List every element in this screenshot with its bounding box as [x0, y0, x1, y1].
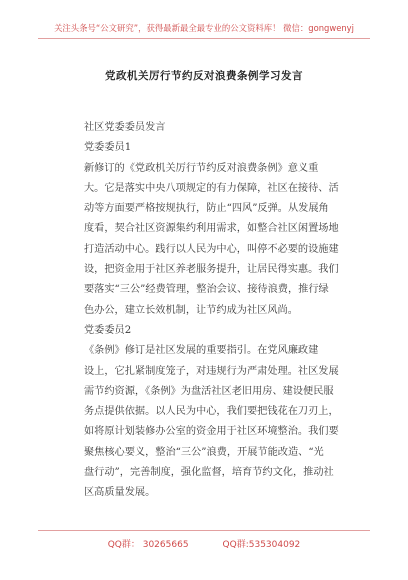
paragraph-line: 要落实“三公”经费管理，整治会议、接待浪费，推行绿 — [84, 284, 329, 296]
header-divider — [38, 38, 370, 39]
paragraph-line: 盘行动”，完善制度，强化监督，培育节约文化，推动社 — [84, 467, 334, 479]
paragraph-line: 需节约资源，《条例》为盘活社区老旧用房、建设便民服 — [84, 385, 334, 397]
speaker-1-label: 党委委员1 — [84, 142, 132, 154]
document-body — [84, 118, 340, 504]
section-heading: 社区党委委员发言 — [84, 122, 166, 133]
paragraph-line: 度看，契合社区资源集约利用需求，如整合社区闲置场地 — [84, 223, 339, 235]
speaker-2-label: 党委委员2 — [84, 324, 132, 336]
paragraph-line: 动等方面要严格按规执行，防止“四风”反弹。从发展角 — [84, 203, 329, 215]
paragraph-line: 聚焦核心要义，整治“三公”浪费，开展节能改造、“光 — [84, 446, 324, 458]
footer — [0, 537, 408, 550]
paragraph-line: 设上，它扎紧制度笼子，对违规行为严肃处理。社区发展 — [84, 365, 339, 377]
paragraph-line: 务点提供依据。以人民为中心，我们要把钱花在刀刃上， — [84, 406, 339, 418]
document-title: 党政机关厉行节约反对浪费条例学习发言 — [105, 70, 303, 82]
paragraph-1 — [84, 159, 340, 321]
footer-qq-group-1: QQ群： 30265665 — [107, 540, 189, 550]
paragraph-line: 色办公，建立长效机制，让节约成为社区风尚。 — [84, 304, 298, 316]
paragraph-line: 《条例》修订是社区发展的重要指引。在党风廉政建 — [84, 345, 319, 357]
footer-divider — [38, 530, 370, 531]
paragraph-line: 如将原计划装修办公室的资金用于社区环境整治。我们要 — [84, 426, 339, 438]
paragraph-line: 区高质量发展。 — [84, 487, 156, 499]
paragraph-line: 打造活动中心。践行以人民为中心，叫停不必要的设施建 — [84, 243, 339, 255]
header-notice: 关注头条号“公文研究”，获得最新最全最专业的公文资料库！ 微信：gongwenyj — [54, 23, 354, 33]
paragraph-line: 大。它是落实中央八项规定的有力保障，社区在接待、活 — [84, 182, 339, 194]
paragraph-line: 新修订的《党政机关厉行节约反对浪费条例》意义重 — [84, 162, 319, 174]
paragraph-2 — [84, 341, 340, 503]
paragraph-line: 设，把资金用于社区养老服务提升，让居民得实惠。我们 — [84, 264, 339, 276]
footer-qq-group-2: QQ群:535304092 — [222, 540, 301, 550]
